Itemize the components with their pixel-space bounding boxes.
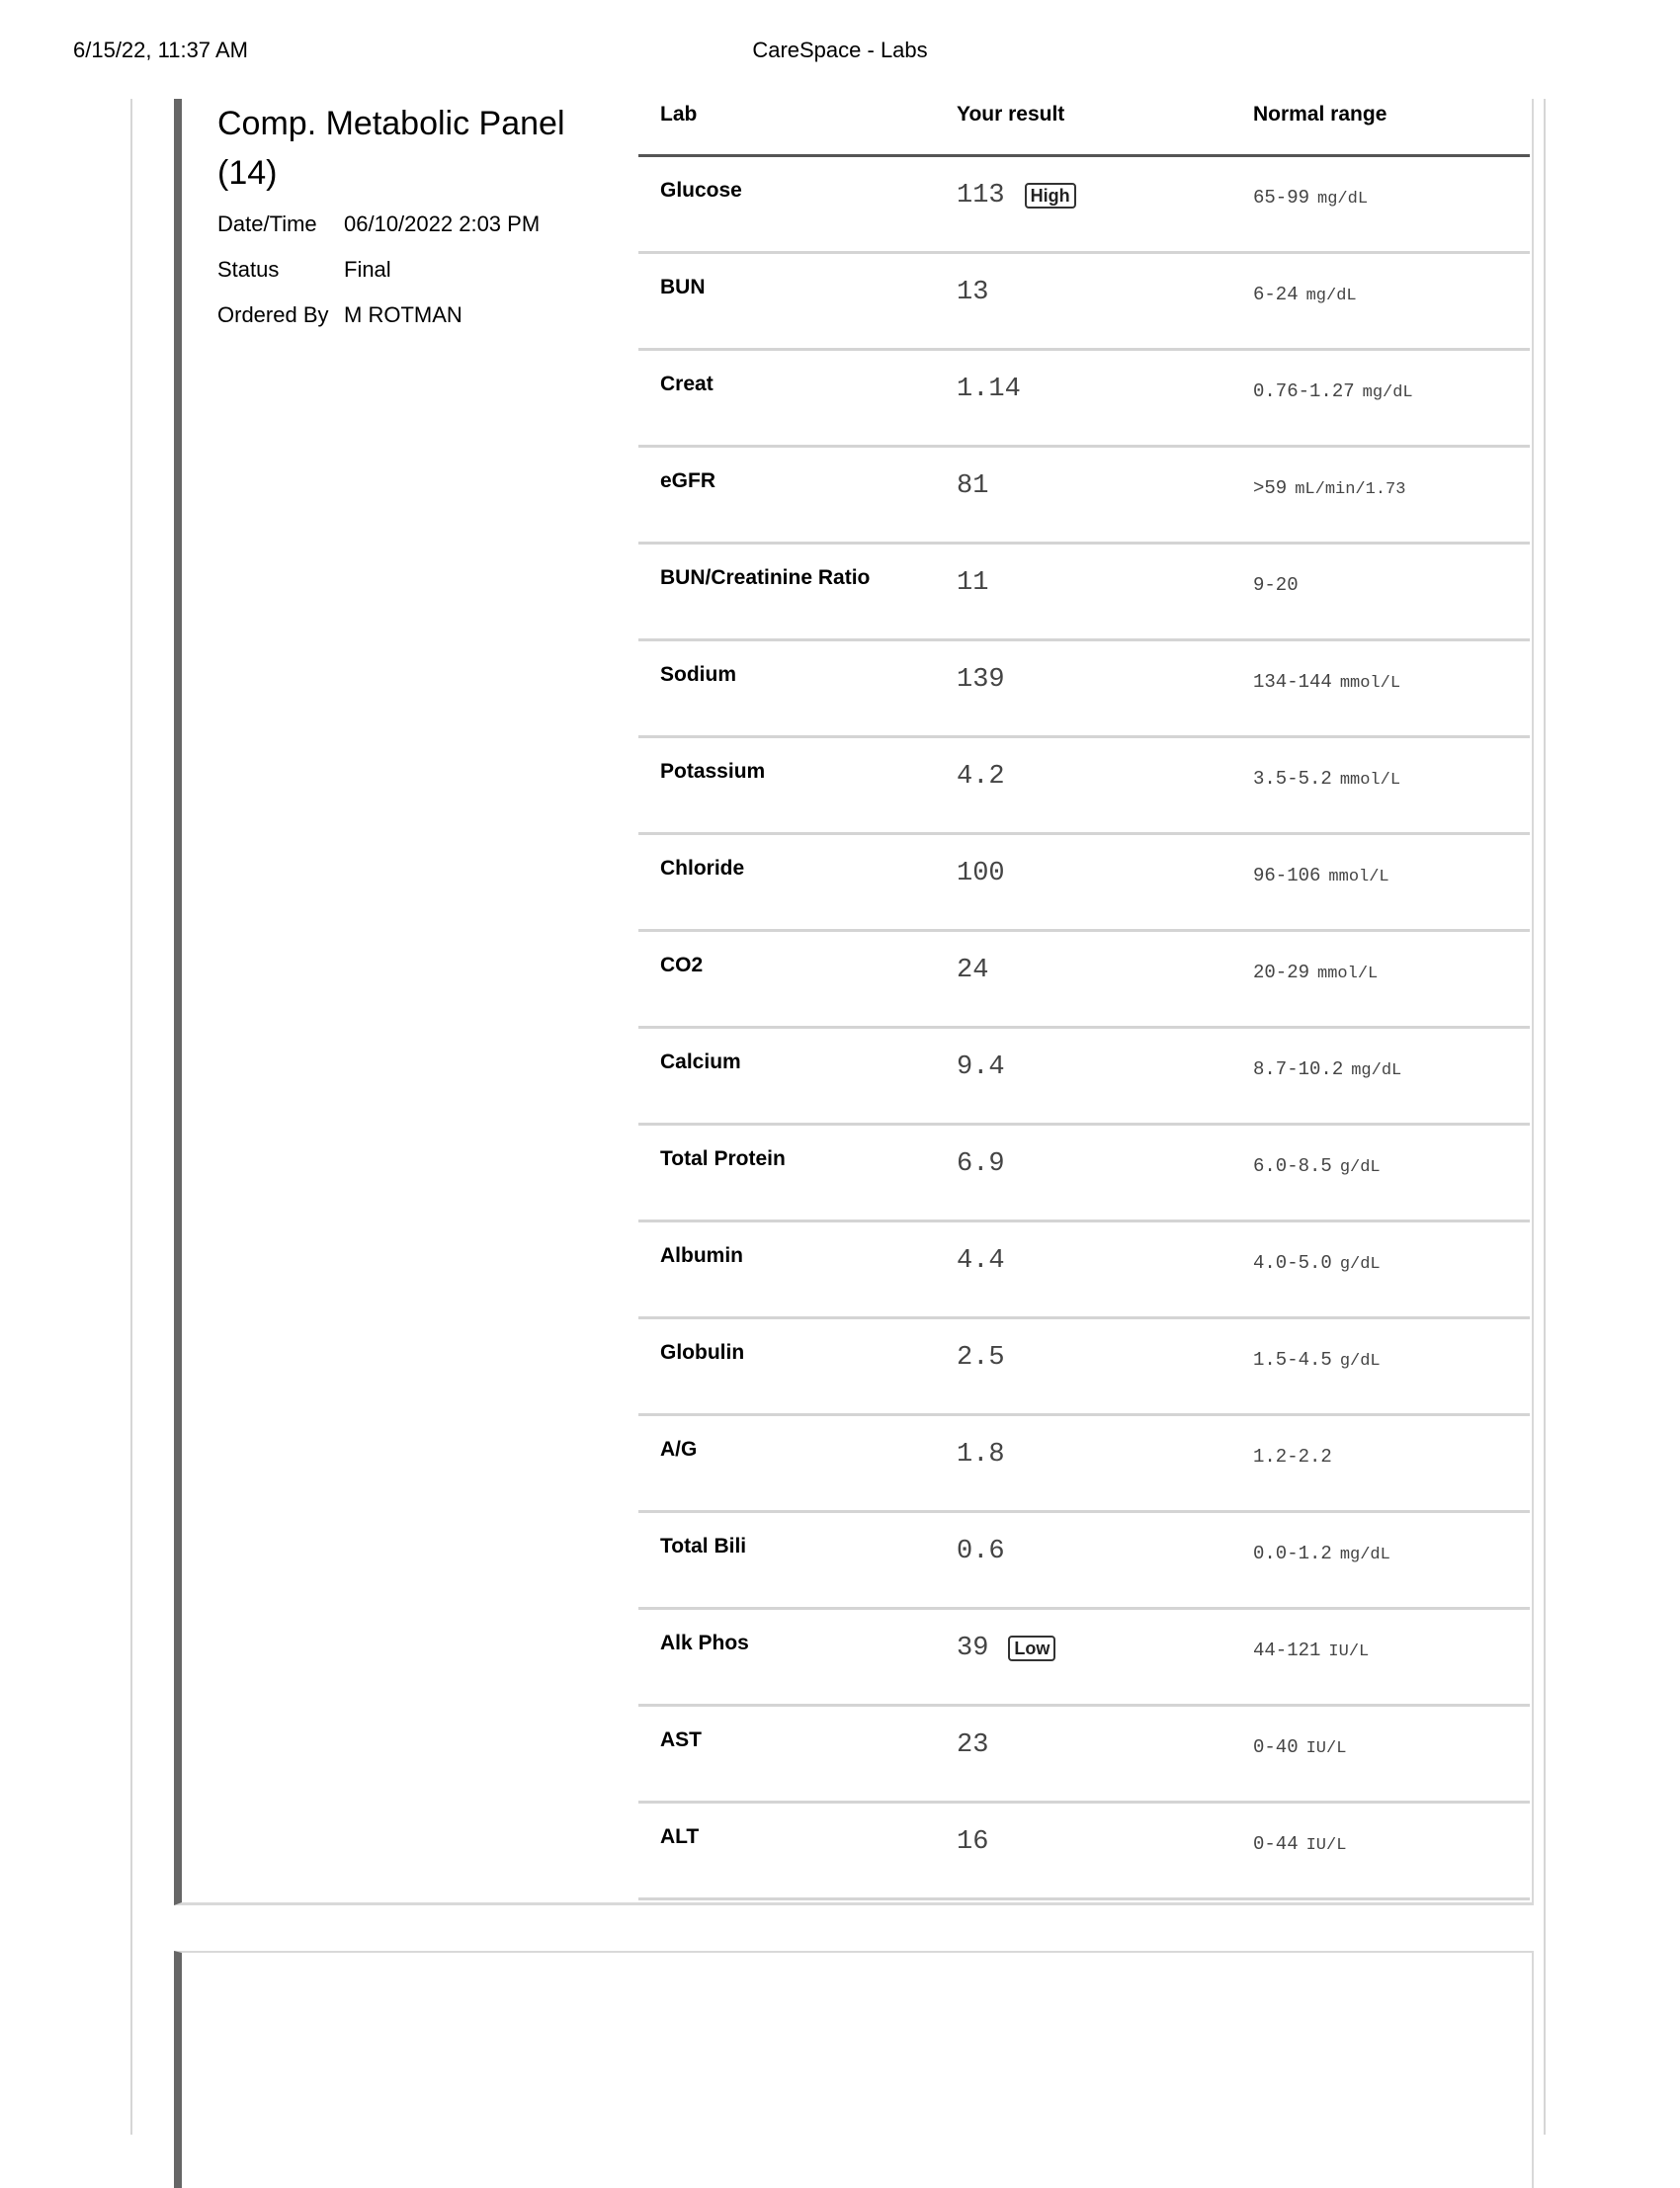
- result-value: 4.4: [957, 1246, 1005, 1276]
- normal-range: [1253, 962, 1378, 983]
- table-row: [638, 932, 1530, 1029]
- lab-name: ALT: [660, 1825, 700, 1848]
- lab-results-table: [638, 99, 1530, 1900]
- lab-result: [957, 278, 988, 307]
- table-row: [638, 254, 1530, 351]
- table-row: [638, 1126, 1530, 1222]
- lab-result: [957, 1440, 1005, 1470]
- lab-name: AST: [660, 1728, 702, 1751]
- lab-name: BUN/Creatinine Ratio: [660, 566, 871, 589]
- lab-result: [957, 1537, 1005, 1566]
- table-row: [638, 1029, 1530, 1126]
- range-value: 1.5-4.5: [1253, 1349, 1332, 1371]
- result-value: 1.14: [957, 375, 1021, 404]
- range-unit: IU/L: [1305, 1836, 1347, 1855]
- range-value: 0-40: [1253, 1736, 1299, 1758]
- panel-status-row: [217, 257, 391, 283]
- result-flag-badge: Low: [1008, 1636, 1055, 1661]
- range-value: 0.0-1.2: [1253, 1543, 1332, 1564]
- normal-range: [1253, 671, 1400, 693]
- result-value: 24: [957, 956, 989, 985]
- table-row: [638, 545, 1530, 641]
- lab-result: [957, 181, 1076, 210]
- normal-range: [1253, 1833, 1346, 1855]
- table-row: [638, 641, 1530, 738]
- print-page-title: CareSpace - Labs: [752, 38, 928, 62]
- lab-result: [957, 665, 1005, 695]
- range-unit: mmol/L: [1317, 965, 1379, 983]
- range-value: 6-24: [1253, 284, 1299, 305]
- print-timestamp: 6/15/22, 11:37 AM: [73, 38, 248, 62]
- result-value: 139: [957, 665, 1005, 695]
- range-value: 9-20: [1253, 574, 1299, 596]
- range-unit: mg/dL: [1362, 383, 1413, 402]
- range-value: 96-106: [1253, 865, 1321, 886]
- lab-result: [957, 1730, 988, 1760]
- table-row: [638, 835, 1530, 932]
- lab-result: [957, 471, 988, 501]
- lab-result: [957, 859, 1005, 888]
- normal-range: [1253, 1349, 1381, 1371]
- lab-name: Calcium: [660, 1051, 741, 1073]
- normal-range: [1253, 284, 1357, 305]
- range-value: 6.0-8.5: [1253, 1155, 1332, 1177]
- page-frame-right-border: [1544, 99, 1546, 2135]
- range-value: >59: [1253, 477, 1288, 499]
- range-unit: IU/L: [1305, 1739, 1347, 1758]
- lab-name: Creat: [660, 373, 714, 395]
- table-row: [638, 1319, 1530, 1416]
- result-value: 81: [957, 471, 989, 501]
- range-value: 3.5-5.2: [1253, 768, 1332, 790]
- table-row: [638, 738, 1530, 835]
- result-value: 4.2: [957, 762, 1005, 792]
- table-row: [638, 1513, 1530, 1610]
- lab-name: Globulin: [660, 1341, 745, 1364]
- result-value: 0.6: [957, 1537, 1005, 1566]
- range-unit: mg/dL: [1305, 287, 1357, 305]
- range-unit: IU/L: [1328, 1642, 1370, 1661]
- result-value: 23: [957, 1730, 989, 1760]
- table-row: [638, 1707, 1530, 1804]
- table-header: [638, 99, 1530, 157]
- status-label: Status: [217, 257, 280, 282]
- range-value: 0-44: [1253, 1833, 1299, 1855]
- range-value: 0.76-1.27: [1253, 380, 1355, 402]
- ordered-by-value: M ROTMAN: [344, 302, 462, 327]
- lab-result: [957, 568, 988, 598]
- result-value: 13: [957, 278, 989, 307]
- result-value: 39: [957, 1634, 989, 1663]
- normal-range: [1253, 187, 1368, 209]
- range-value: 8.7-10.2: [1253, 1058, 1344, 1080]
- header-result: Your result: [957, 103, 1065, 126]
- normal-range: [1253, 1446, 1340, 1468]
- next-lab-panel-card: [174, 1951, 1534, 2188]
- range-unit: mg/dL: [1339, 1546, 1390, 1564]
- ordered-by-label: Ordered By: [217, 302, 329, 327]
- table-body: [638, 157, 1530, 1900]
- lab-result: [957, 1634, 1055, 1663]
- lab-name: Total Protein: [660, 1147, 786, 1170]
- range-value: 44-121: [1253, 1640, 1321, 1661]
- table-row: [638, 157, 1530, 254]
- lab-name: Sodium: [660, 663, 736, 686]
- result-value: 100: [957, 859, 1005, 888]
- lab-result: [957, 1246, 1005, 1276]
- header-lab: Lab: [660, 103, 698, 126]
- lab-result: [957, 1827, 988, 1857]
- normal-range: [1253, 865, 1389, 886]
- lab-result: [957, 956, 988, 985]
- normal-range: [1253, 1640, 1369, 1661]
- table-row: [638, 1804, 1530, 1900]
- table-row: [638, 1416, 1530, 1513]
- table-row: [638, 1222, 1530, 1319]
- range-value: 134-144: [1253, 671, 1332, 693]
- range-value: 65-99: [1253, 187, 1310, 209]
- lab-result: [957, 375, 1021, 404]
- range-unit: g/dL: [1339, 1352, 1381, 1371]
- lab-name: Alk Phos: [660, 1632, 749, 1654]
- range-unit: g/dL: [1339, 1158, 1381, 1177]
- normal-range: [1253, 1252, 1381, 1274]
- lab-result: [957, 1343, 1005, 1373]
- result-value: 1.8: [957, 1440, 1005, 1470]
- range-value: 20-29: [1253, 962, 1310, 983]
- range-value: 1.2-2.2: [1253, 1446, 1332, 1468]
- range-unit: mmol/L: [1339, 674, 1401, 693]
- normal-range: [1253, 477, 1405, 499]
- range-value: 4.0-5.0: [1253, 1252, 1332, 1274]
- result-value: 113: [957, 181, 1005, 210]
- panel-title: Comp. Metabolic Panel (14): [217, 105, 565, 192]
- lab-name: CO2: [660, 954, 704, 976]
- panel-ordered-row: [217, 302, 462, 328]
- table-row: [638, 351, 1530, 448]
- lab-name: Albumin: [660, 1244, 743, 1267]
- range-unit: mg/dL: [1351, 1061, 1402, 1080]
- lab-result: [957, 762, 1005, 792]
- result-value: 9.4: [957, 1052, 1005, 1082]
- date-label: Date/Time: [217, 211, 317, 236]
- range-unit: mmol/L: [1328, 868, 1389, 886]
- range-unit: mmol/L: [1339, 771, 1401, 790]
- header-range: Normal range: [1253, 103, 1387, 126]
- result-value: 2.5: [957, 1343, 1005, 1373]
- normal-range: [1253, 768, 1400, 790]
- result-value: 16: [957, 1827, 989, 1857]
- table-row: [638, 448, 1530, 545]
- panel-date-row: [217, 211, 540, 237]
- result-value: 6.9: [957, 1149, 1005, 1179]
- lab-result: [957, 1052, 1005, 1082]
- lab-name: Chloride: [660, 857, 745, 880]
- status-value: Final: [344, 257, 391, 282]
- range-unit: g/dL: [1339, 1255, 1381, 1274]
- lab-name: Total Bili: [660, 1535, 747, 1557]
- lab-name: eGFR: [660, 469, 716, 492]
- lab-name: Potassium: [660, 760, 766, 783]
- lab-name: BUN: [660, 276, 706, 298]
- normal-range: [1253, 1543, 1390, 1564]
- range-unit: mL/min/1.73: [1295, 480, 1406, 499]
- normal-range: [1253, 1736, 1346, 1758]
- result-flag-badge: High: [1025, 183, 1076, 209]
- normal-range: [1253, 1155, 1381, 1177]
- normal-range: [1253, 1058, 1401, 1080]
- lab-name: A/G: [660, 1438, 698, 1461]
- date-value: 06/10/2022 2:03 PM: [344, 211, 541, 236]
- table-row: [638, 1610, 1530, 1707]
- range-unit: mg/dL: [1317, 190, 1369, 209]
- lab-name: Glucose: [660, 179, 742, 202]
- result-value: 11: [957, 568, 989, 598]
- normal-range: [1253, 380, 1413, 402]
- page-frame-left-border: [130, 99, 132, 2135]
- lab-result: [957, 1149, 1005, 1179]
- normal-range: [1253, 574, 1306, 596]
